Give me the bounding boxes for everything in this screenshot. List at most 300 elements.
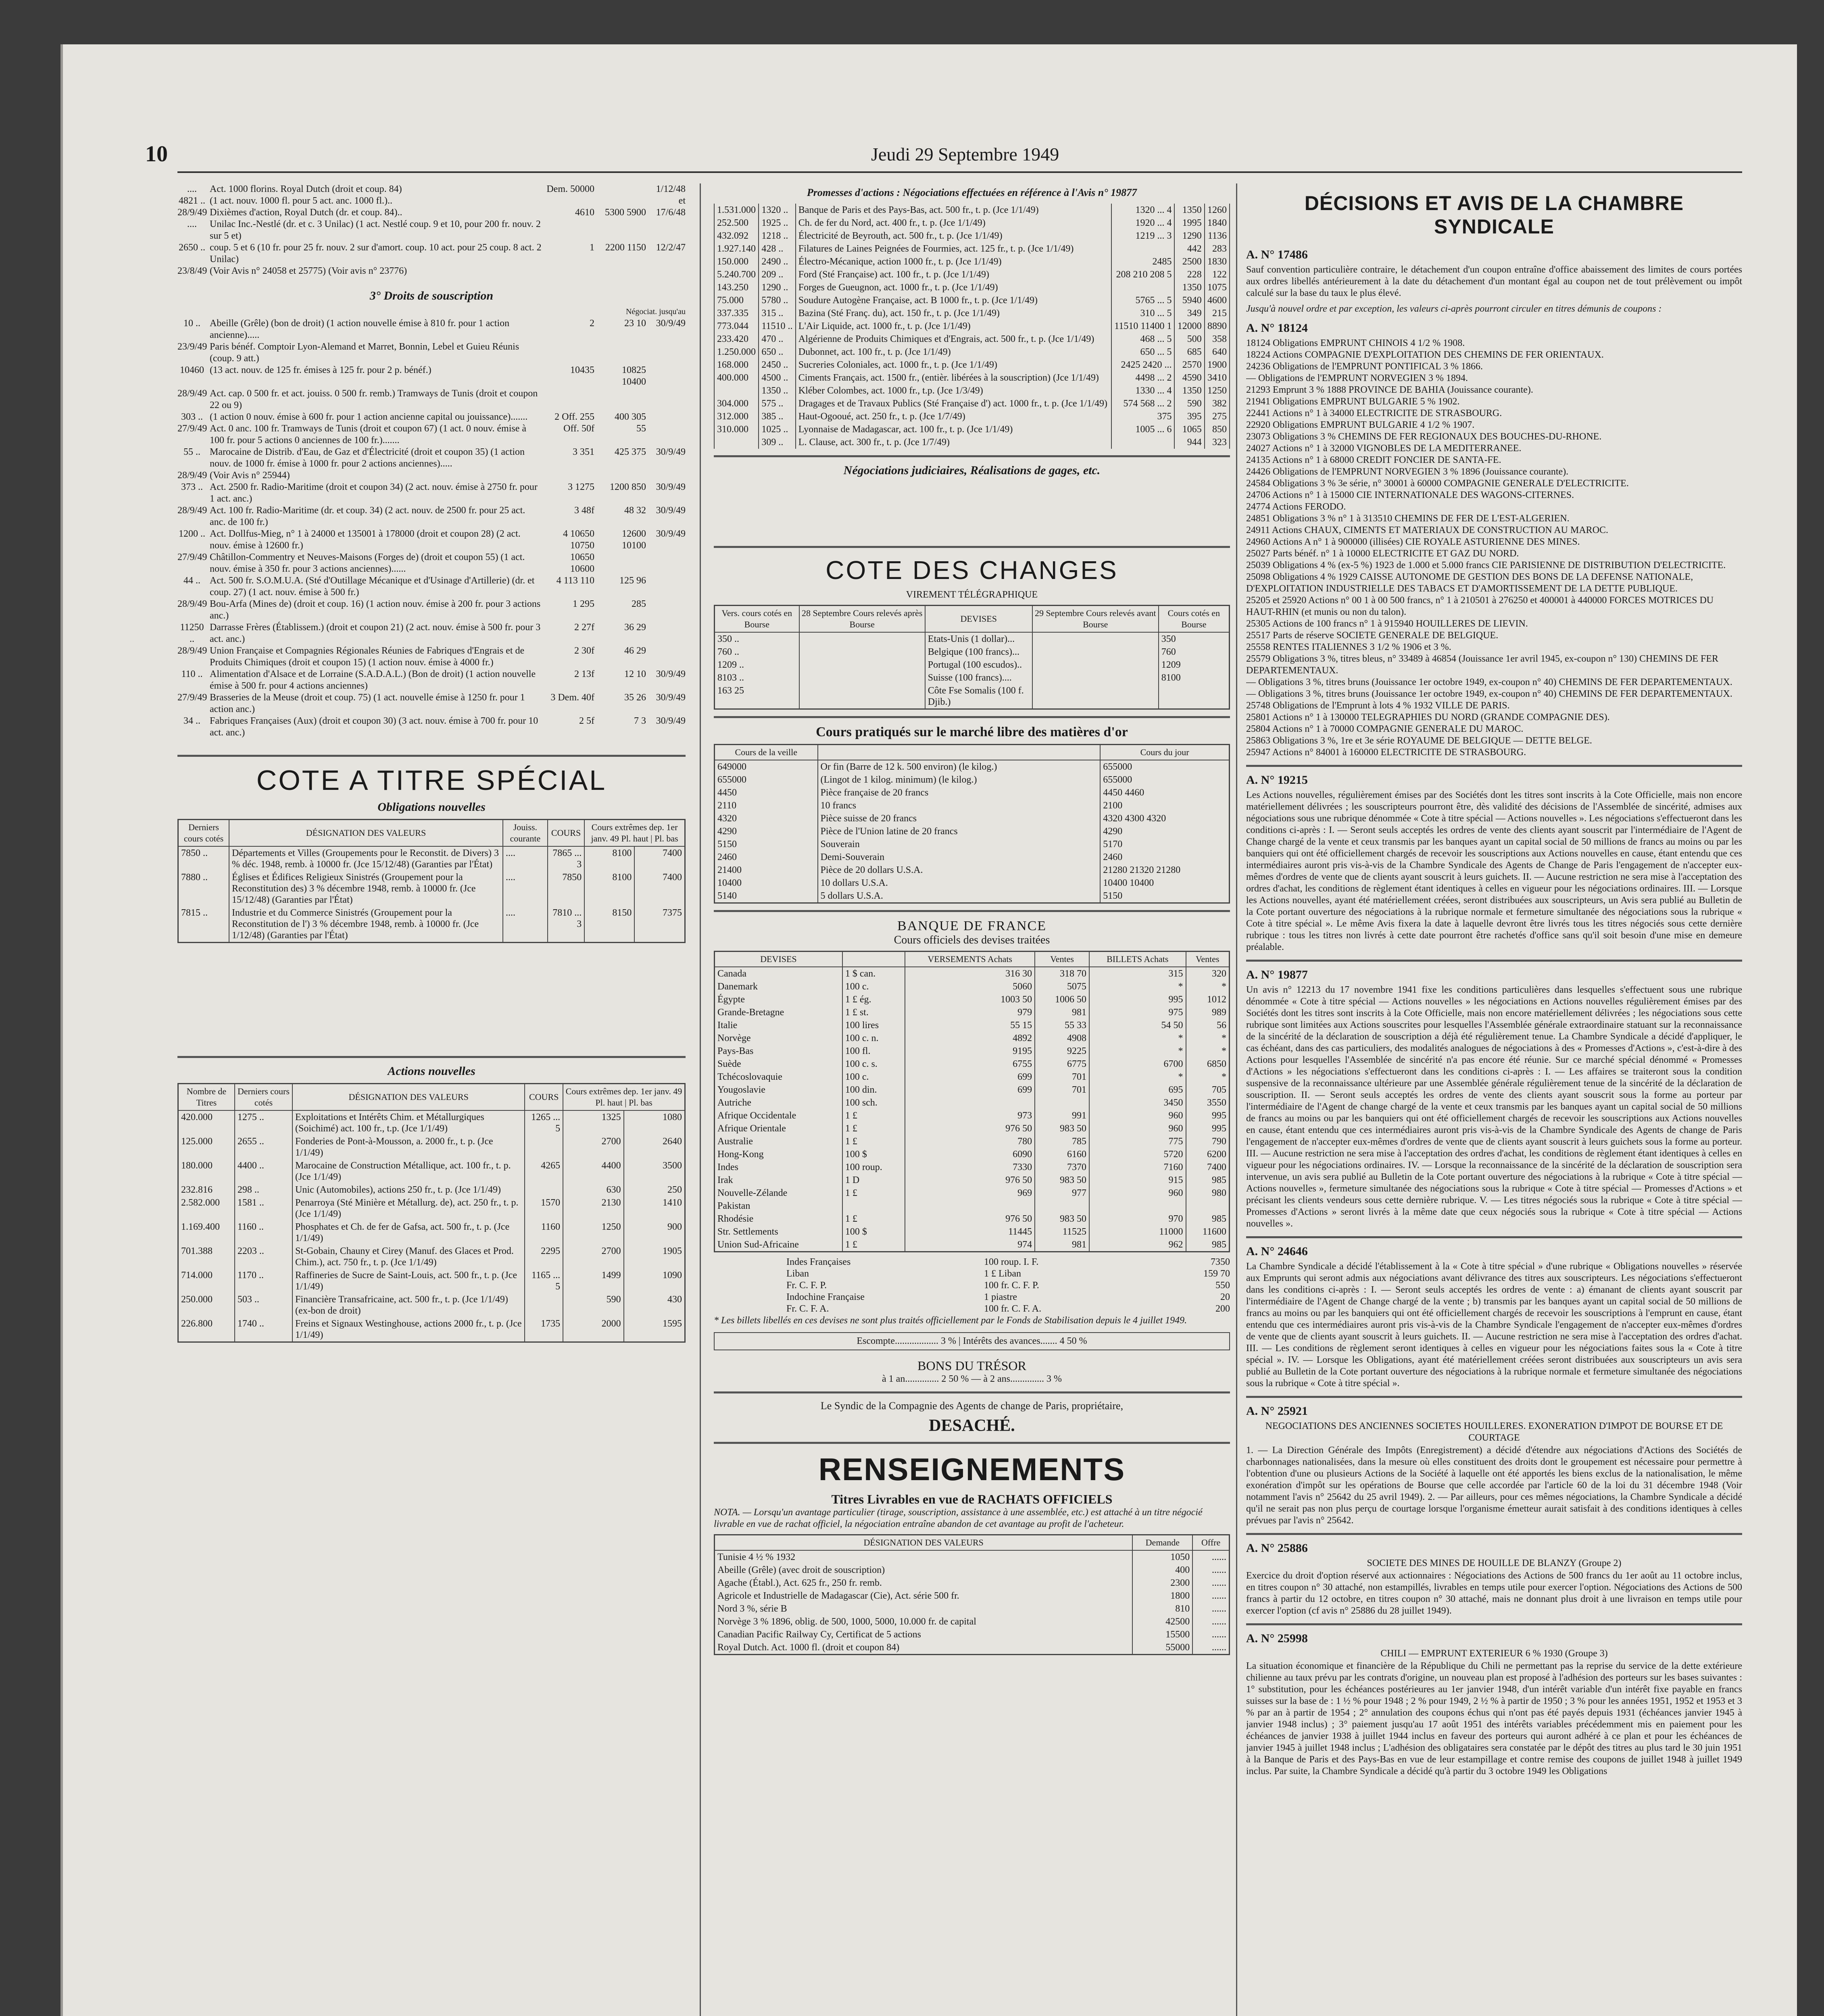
or-table xyxy=(714,744,1230,904)
divider xyxy=(1246,1236,1742,1238)
table-cell: ...... xyxy=(1192,1564,1229,1577)
table-row xyxy=(715,1212,1230,1225)
listing-num xyxy=(598,552,646,575)
listing-num: 30/9/49 xyxy=(656,529,686,539)
avis-number: A. N° 17486 xyxy=(1246,248,1308,261)
table-cell: 316 30 xyxy=(905,967,1035,980)
table-row xyxy=(715,1045,1230,1058)
listing-date: 4821 .. xyxy=(179,196,205,206)
table-cell: Unic (Automobiles), actions 250 fr., t. p. (Jce 1/1/49) xyxy=(292,1183,525,1196)
table-cell: 850 xyxy=(1205,423,1230,436)
table-row xyxy=(715,1628,1230,1641)
table-row xyxy=(178,1110,685,1135)
table-cell: Marocaine de Construction Métallique, act. 100 fr., t. p. (Jce 1/1/49) xyxy=(292,1159,525,1183)
table-cell: 977 xyxy=(1035,1187,1089,1200)
listing-num: 1 295 xyxy=(573,599,594,609)
table-cell: 1275 .. xyxy=(235,1110,292,1135)
table-cell: 1410 xyxy=(624,1196,685,1220)
table-cell: 1350 xyxy=(1174,384,1204,397)
table-cell: Exploitations et Intérêts Chim. et Métallurgiques (Soichimé) act. 100 fr., t.p. (Jce 1/1/49) xyxy=(292,1110,525,1135)
listing-num: 4 113 110 xyxy=(556,575,594,586)
table-cell: 2295 xyxy=(525,1245,563,1269)
listing-num: 4610 xyxy=(575,207,594,218)
listing-num: 10435 xyxy=(570,365,594,375)
table-cell: Hong-Kong xyxy=(715,1148,842,1161)
listing-num: Dem. 50000 xyxy=(546,184,594,194)
divider xyxy=(1246,1623,1742,1625)
judiciaires-title: Négociations judiciaires, Réalisations de gages, etc. xyxy=(843,464,1101,477)
table-cell: 760 .. xyxy=(715,646,799,658)
divider xyxy=(714,910,1230,912)
table-cell: 150.000 xyxy=(714,255,759,268)
table-cell: 208 210 208 5 xyxy=(1111,268,1175,281)
column-header: Derniers cours cotés xyxy=(178,820,229,847)
table-cell: Ch. de fer du Nord, act. 400 fr., t. p. (Jce 1/1/49) xyxy=(796,217,1111,229)
table-cell: 180.000 xyxy=(178,1159,235,1183)
coupon-item: 23073 Obligations 3 % CHEMINS DE FER REGIONAUX DES BOUCHES-DU-RHONE. xyxy=(1246,431,1602,442)
coupon-item: 24584 Obligations 3 % 3e série, n° 30001 à 60000 COMPAGNIE GENERALE D'ELECTRICITE. xyxy=(1246,478,1629,489)
listing-num xyxy=(649,575,686,598)
table-cell: 382 xyxy=(1205,397,1230,410)
table-cell: 100 roup. xyxy=(842,1161,905,1174)
table-row xyxy=(715,1187,1230,1200)
table-cell: 969 xyxy=(905,1187,1035,1200)
coupon-item: — Obligations de l'EMPRUNT NORVEGIEN 3 % 1894. xyxy=(1246,373,1468,383)
table-cell: 7850 .. xyxy=(178,846,229,871)
avis-number: A. N° 18124 xyxy=(1246,321,1308,335)
listing-num: 4 10650 10750 xyxy=(563,529,594,551)
listing-row xyxy=(177,364,686,388)
column-header: BILLETS Achats xyxy=(1089,952,1186,967)
coupon-item: 24027 Actions n° 1 à 32000 VIGNOBLES DE LA MEDITERRANEE. xyxy=(1246,443,1522,454)
listing-desc: Act. 1000 florins. Royal Dutch (droit et coup. 84) xyxy=(210,184,402,194)
table-cell: 2570 xyxy=(1174,358,1204,371)
table-row xyxy=(714,333,1230,346)
listing-num xyxy=(598,341,646,364)
column-header: Ventes xyxy=(1186,952,1230,967)
table-cell: 168.000 xyxy=(714,358,759,371)
listing-row xyxy=(177,183,686,195)
table-cell: 5150 xyxy=(715,838,818,851)
table-cell: 2100 xyxy=(1100,799,1229,812)
table-cell: Ciments Français, act. 1500 fr., (entièr. libérées à la souscription) (Jce 1/1/49) xyxy=(796,371,1111,384)
listing-row xyxy=(177,265,686,277)
page-date: Jeudi 29 Septembre 1949 xyxy=(871,144,1059,165)
table-row xyxy=(715,838,1230,851)
table-cell: 500 xyxy=(1174,333,1204,346)
table-cell: 7160 xyxy=(1089,1161,1186,1174)
table-row xyxy=(178,1220,685,1245)
table-row xyxy=(715,1058,1230,1070)
table-row xyxy=(715,812,1230,825)
table-cell: 960 xyxy=(1089,1187,1186,1200)
listing-date: 28/9/49 xyxy=(177,470,207,481)
table-cell: 590 xyxy=(1174,397,1204,410)
listing-row xyxy=(177,692,686,715)
table-cell xyxy=(1186,1200,1230,1212)
listing-desc: Alimentation d'Alsace et de Lorraine (S.A.D.A.L.) (Bon de droit) (1 action nouvelle émise à 500 fr. pour 4 actions anciennes) xyxy=(210,669,536,691)
column-header: VERSEMENTS Achats xyxy=(905,952,1035,967)
table-cell: 400 xyxy=(1132,1564,1192,1577)
table-row xyxy=(714,255,1230,268)
table-cell: 4290 xyxy=(715,825,818,838)
table-row xyxy=(715,889,1230,903)
extra-row xyxy=(786,1291,1230,1303)
table-cell: 1 £ xyxy=(842,1109,905,1122)
listing-num xyxy=(649,423,686,446)
table-cell: 1.250.000 xyxy=(714,346,759,358)
divider xyxy=(714,455,1230,457)
table-row xyxy=(715,1019,1230,1032)
listing-num: 5300 5900 xyxy=(605,207,646,218)
table-row xyxy=(178,1159,685,1183)
table-cell: 215 xyxy=(1205,307,1230,320)
table-cell: 55 33 xyxy=(1035,1019,1089,1032)
table-row xyxy=(715,851,1230,864)
table-cell: 6160 xyxy=(1035,1148,1089,1161)
table-row xyxy=(715,1615,1230,1628)
table-cell: 630 xyxy=(563,1183,624,1196)
coupon-item: 25305 Actions de 100 francs n° 1 à 915940 HOUILLERES DE LIEVIN. xyxy=(1246,619,1528,629)
table-cell: Raffineries de Sucre de Saint-Louis, act. 500 fr., t. p. (Jce 1/1/49) xyxy=(292,1269,525,1293)
table-cell: 6755 xyxy=(905,1058,1035,1070)
table-cell: Banque de Paris et des Pays-Bas, act. 500 fr., t. p. (Jce 1/1/49) xyxy=(796,204,1111,217)
table-cell: Départements et Villes (Groupements pour le Reconstit. de Divers) 3 % déc. 1948, remb. à 10000 fr. (Jce 15/12/48) (Garanties par l'État) xyxy=(229,846,503,871)
table-cell xyxy=(1111,281,1175,294)
table-cell: * xyxy=(1186,1045,1230,1058)
table-cell: Afrique Orientale xyxy=(715,1122,842,1135)
table-row xyxy=(714,229,1230,242)
table-cell: 100 c. n. xyxy=(842,1032,905,1045)
escompte: Escompte.................. 3 % | Intérêts des avances....... 4 50 % xyxy=(714,1332,1230,1350)
avis-number: A. N° 25886 xyxy=(1246,1541,1308,1555)
table-cell: 5 dollars U.S.A. xyxy=(818,889,1101,903)
table-cell: 1.531.000 xyxy=(714,204,759,217)
column-header: Cours cotés en Bourse xyxy=(1159,606,1230,633)
extra-value: 20 xyxy=(1220,1292,1230,1302)
table-cell: 790 xyxy=(1186,1135,1230,1148)
column-header: Cours du jour xyxy=(1100,745,1229,760)
listing-num xyxy=(649,622,686,645)
bdf-title: BANQUE DE FRANCE xyxy=(897,918,1047,933)
table-cell: 989 xyxy=(1186,1006,1230,1019)
table-row xyxy=(715,799,1230,812)
table-cell: St-Gobain, Chauny et Cirey (Manuf. des Glaces et Prod. Chim.), act. 750 fr., t. p. (Jce 1/1/49) xyxy=(292,1245,525,1269)
listing-num: 12/2/47 xyxy=(656,242,686,253)
table-row xyxy=(715,1550,1230,1564)
table-cell: 981 xyxy=(1035,1238,1089,1252)
listing-desc: Fabriques Françaises (Aux) (droit et coupon 30) (3 act. nouv. émise à 700 fr. pour 10 act. anc.) xyxy=(210,716,538,738)
table-cell: 442 xyxy=(1174,242,1204,255)
table-cell: 2640 xyxy=(624,1135,685,1159)
table-cell: 3410 xyxy=(1205,371,1230,384)
table-cell: 1170 .. xyxy=(235,1269,292,1293)
table-cell: Agache (Établ.), Act. 625 fr., 250 fr. remb. xyxy=(715,1577,1133,1589)
listing-num xyxy=(649,388,686,411)
listing-num xyxy=(598,183,646,195)
listing-row xyxy=(177,528,686,552)
table-cell: 309 .. xyxy=(759,436,795,449)
table-row xyxy=(715,1109,1230,1122)
listing-num: 2 xyxy=(590,318,594,329)
avis-text: Exercice du droit d'option réservé aux actionnaires : Négociations des Actions de 500 francs du 1er août au 11 octobre inclus, en titres coupon n° 30 attaché, non estampillés, livrables en temps utile pour exercer l'option. Négociations des Actions de 500 francs à partir du 12 octobre, en titres coupon n° 30 attaché, mais ne donnant plus droit à une livraison en temps utile pour exercer l'option (cf avis n° 25886 du 28 juillet 1949). xyxy=(1246,1570,1742,1616)
table-cell: 1840 xyxy=(1205,217,1230,229)
table-cell: 4450 xyxy=(715,786,818,799)
column-header xyxy=(842,952,905,967)
table-cell: 8100 xyxy=(1159,671,1230,684)
listing-num: 17/6/48 xyxy=(656,207,686,218)
table-cell: Portugal (100 escudos).. xyxy=(925,658,1032,671)
listing-num xyxy=(546,195,594,207)
table-row xyxy=(715,1602,1230,1615)
table-cell: 310.000 xyxy=(714,423,759,436)
listing-date: 2650 .. xyxy=(179,242,205,253)
table-cell: 1 £ xyxy=(842,1187,905,1200)
listing-desc: Brasseries de la Meuse (droit et coup. 75) (1 act. nouvelle émise à 1250 fr. pour 1 action anc.) xyxy=(210,692,525,714)
table-cell: 4290 xyxy=(1100,825,1229,838)
listing-row xyxy=(177,715,686,739)
table-cell: * xyxy=(1089,980,1186,993)
table-cell: 981 xyxy=(1035,1006,1089,1019)
table-cell: 7880 .. xyxy=(178,871,229,906)
table-cell xyxy=(714,436,759,449)
table-cell: 2460 xyxy=(715,851,818,864)
table-cell: 590 xyxy=(563,1293,624,1317)
table-row xyxy=(715,1122,1230,1135)
table-cell: 1260 xyxy=(1205,204,1230,217)
table-cell: 1325 xyxy=(563,1110,624,1135)
coupon-item: 25579 Obligations 3 %, titres bleus, n° 33489 à 46854 (Jouissance 1er avril 1945, ex-coupon n° 130) CHEMINS DE FER DEPARTEMENTAUX. xyxy=(1246,654,1719,676)
table-cell: 250.000 xyxy=(178,1293,235,1317)
coupon-item: 25863 Obligations 3 %, 1re et 3e série ROYAUME DE BELGIQUE — DETTE BELGE. xyxy=(1246,735,1592,746)
coupon-item: 25947 Actions n° 84001 à 160000 ELECTRICITE DE STRASBOURG. xyxy=(1246,747,1526,758)
table-cell: 1065 xyxy=(1174,423,1204,436)
table-cell: 6700 xyxy=(1089,1058,1186,1070)
table-row xyxy=(714,410,1230,423)
table-cell xyxy=(1035,1096,1089,1109)
listing-date: 44 .. xyxy=(183,575,200,586)
table-cell: 785 xyxy=(1035,1135,1089,1148)
listing-num: 3 48f xyxy=(574,505,594,516)
extra-value: 7350 xyxy=(1211,1257,1230,1267)
table-cell: 5140 xyxy=(715,889,818,903)
table-cell: Sucreries Coloniales, act. 1000 fr., t. p. (Jce 1/1/49) xyxy=(796,358,1111,371)
table-cell: 1570 xyxy=(525,1196,563,1220)
table-row xyxy=(715,1096,1230,1109)
avis-text: Un avis n° 12213 du 17 novembre 1941 fixe les conditions particulières dans lesquelles s'effectuent sous une rubrique dénommée « Cote à titre spécial — Actions nouvelles » les négociations en Actions nouvelles régulièrement émises par des Sociétés dont les titres sont inscrits à la Cote Officielle, mais non encore matériellement délivrées ; les négociations sous cette rubrique sont limitées aux Actions souscrites pour lesquelles l'Assemblée générale extraordinaire statuant sur la reconnaissance de la sincérité de la déclaration de souscription a déjà été régulièrement tenue. La Chambre Syndicale a décidé d'appliquer, le cas échéant, dans des cas particuliers, des modalités analogues de négociations à des « Promesses d'Actions », c'est-à-dire à des Actions pour lesquelles l'Assemblée de sincérité n'a pas encore été réunie. Sur ce marché spécial dénommé « Promesses d'Actions » les négociations s'effectueront dans les conditions ci-après : I. — Les affaires se traiteront sous la condition suspensive de la reconnaissance ultérieure par une Assemblée générale régulièrement tenue de la sincérité de la déclaration de souscription. II. — Seront seuls acceptés les ordres de vente des clients ayant souscrit sous la forme au porteur par l'intermédiaire de l'Agent de change chargé de la vente et ceux transmis par les banques ayant un capital social de 50 millions de francs au moins ou par les banquiers qui ont été officiellement chargés de recevoir les souscriptions aux Actions nouvelles en cause, étant entendu que ces intermédiaires auront pris vis-à-vis de la Chambre Syndicale des Agents de change de Paris l'engagement de n'accepter eux-mêmes d'ordres de vente que de clients ayant souscrit à leurs guichets sous la forme au porteur. III. — Aucune restriction ne sera mise à l'acceptation des ordres d'achat, les conditions de règlement étant identiques à celles en vigueur pour les négociations ordinaires. IV. — Lorsque la reconnaissance de la sincérité de la déclaration de souscription sera intervenue, un avis sera publié au Bulletin de la Cote portant ouverture des négociations à la rubrique « Cote à titre spécial — Actions nouvelles », fermeture simultanée des négociations sous la rubrique « Cote à titre spécial — Promesses d'Actions » et précisant les clients vendeurs sous cette dernière rubrique. V. — Les titres négociés sous la rubrique « Cote à titre spécial — Promesses d'Actions » seront livrés à la même date que ceux négociés sous la rubrique « Cote à titre spécial — Actions nouvelles ». xyxy=(1246,985,1742,1229)
column-header: COURS xyxy=(548,820,584,847)
table-cell: 315 xyxy=(1089,967,1186,980)
listing-date: 34 .. xyxy=(183,716,200,726)
table-cell: 7370 xyxy=(1035,1161,1089,1174)
table-cell: Électricité de Beyrouth, act. 500 fr., t. p. (Jce 1/1/49) xyxy=(796,229,1111,242)
listing-row xyxy=(177,645,686,669)
table-cell: 54 50 xyxy=(1089,1019,1186,1032)
table-cell: 983 50 xyxy=(1035,1122,1089,1135)
oblig-table xyxy=(177,819,686,943)
table-cell: 100 c. xyxy=(842,980,905,993)
listing-date: 303 .. xyxy=(181,412,203,422)
table-cell: 1136 xyxy=(1205,229,1230,242)
table-cell: Industrie et du Commerce Sinistrés (Groupement pour la Reconstitution de l') 3 % décembre 1948, remb. à 10000 fr. (Jce 1/12/48) (Garanties par l'État) xyxy=(229,906,503,943)
table-cell: ...... xyxy=(1192,1602,1229,1615)
listing-desc: Abeille (Grêle) (bon de droit) (1 action nouvelle émise à 810 fr. pour 1 action ancienne)..... xyxy=(210,318,510,340)
table-cell: ...... xyxy=(1192,1550,1229,1564)
column-header: Cours de la veille xyxy=(715,745,818,760)
listing-row xyxy=(177,318,686,341)
table-cell: 699 xyxy=(905,1083,1035,1096)
table-cell: 1160 .. xyxy=(235,1220,292,1245)
table-cell: 430 xyxy=(624,1293,685,1317)
table-cell: .... xyxy=(503,906,548,943)
table-cell: * xyxy=(1186,1070,1230,1083)
listing-num: 55 xyxy=(636,423,646,434)
table-cell: .... xyxy=(503,846,548,871)
table-cell: 1290 xyxy=(1174,229,1204,242)
listing-num xyxy=(649,219,686,242)
listing-num: 285 xyxy=(632,599,646,609)
table-cell: 944 xyxy=(1174,436,1204,449)
table-cell: 7330 xyxy=(905,1161,1035,1174)
avis-text: 1. — La Direction Générale des Impôts (Enregistrement) a décidé d'étendre aux négociations d'Actions des Sociétés de charbonnages nationalisées, dans la mesure où elles constituent des droits dont le groupement est nécessaire pour permettre à l'obtention d'une ou plusieurs Actions de la Société à laquelle ont été apportés les biens exclus de la nationalisation, le même exonération d'impôt sur les opérations de Bourse que celle accordée par l'article 60 de la loi du 31 décembre 1948 (Voir notamment l'avis n° 25642 du 25 avril 1949). 2. — Par ailleurs, pour ces mêmes négociations, la Chambre Syndicale a décidé qu'il ne serait pas non plus perçu de courtage lorsque l'organisme émetteur aurait satisfait à des conditions identiques à celles prévues par l'avis n° 25642. xyxy=(1246,1445,1742,1526)
listing-row xyxy=(177,505,686,528)
column-header: 28 Septembre Cours relevés après Bourse xyxy=(799,606,925,633)
divider xyxy=(1246,960,1742,962)
listing-row xyxy=(177,575,686,598)
table-row xyxy=(714,358,1230,371)
table-cell: 11510 11400 1 xyxy=(1111,320,1175,333)
decisions-title: DÉCISIONS ET AVIS DE LA CHAMBRE SYNDICALE xyxy=(1304,192,1684,238)
rens-table xyxy=(714,1534,1230,1655)
table-cell: 21400 xyxy=(715,864,818,877)
syndic: Le Syndic de la Compagnie des Agents de change de Paris, propriétaire, xyxy=(820,1400,1124,1412)
bdf-extra xyxy=(714,1256,1230,1315)
table-row xyxy=(714,217,1230,229)
table-row xyxy=(178,906,685,943)
extra-unit: 1 £ Liban xyxy=(984,1268,1021,1279)
table-cell: Abeille (Grêle) (avec droit de souscription) xyxy=(715,1564,1133,1577)
coupon-item: 25517 Parts de réserve SOCIETE GENERALE DE BELGIQUE. xyxy=(1246,630,1499,641)
table-cell: 985 xyxy=(1186,1238,1230,1252)
coupon-item: 25801 Actions n° 1 à 130000 TELEGRAPHIES DU NORD (GRANDE COMPAGNIE DES). xyxy=(1246,712,1610,723)
table-cell: 1 £ xyxy=(842,1135,905,1148)
table-row xyxy=(715,671,1230,684)
table-cell: Grande-Bretagne xyxy=(715,1006,842,1019)
table-cell: 2485 xyxy=(1111,255,1175,268)
table-cell: 655000 xyxy=(1100,773,1229,786)
table-cell: 1050 xyxy=(1132,1550,1192,1564)
extra-name: Indes Françaises xyxy=(786,1257,851,1267)
table-cell: 960 xyxy=(1089,1122,1186,1135)
section-title: 3° Droits de souscription xyxy=(369,289,494,302)
listing-date: 23/9/49 xyxy=(177,342,207,352)
table-cell: 649000 xyxy=(715,760,818,773)
table-cell: Fonderies de Pont-à-Mousson, a. 2000 fr., t. p. (Jce 1/1/49) xyxy=(292,1135,525,1159)
listing-num: 30/9/49 xyxy=(656,505,686,516)
table-cell: 323 xyxy=(1205,436,1230,449)
table-cell: 780 xyxy=(905,1135,1035,1148)
listing-desc: Union Française et Compagnies Régionales Réunies de Fabriques d'Engrais et de Produits Chimiques (droit et coupon 15) (1 action nouv. émise à 4000 fr.) xyxy=(210,646,525,668)
table-cell: 773.044 xyxy=(714,320,759,333)
divider xyxy=(714,546,1230,548)
listing-num: 3 351 xyxy=(573,447,594,457)
listing-desc: Châtillon-Commentry et Neuves-Maisons (Forges de) (droit et coupon 55) (1 act. nouv. émise à 350 fr. pour 3 actions anciennes)...... xyxy=(210,552,525,574)
listing-desc: Act. 500 fr. S.O.M.U.A. (Sté d'Outillage Mécanique et d'Usinage d'Artillerie) (dr. et coup. 27) (1 act. nouv. émise à 500 fr.) xyxy=(210,575,535,598)
coupon-item: 25027 Parts bénéf. n° 1 à 10000 ELECTRICITE ET GAZ DU NORD. xyxy=(1246,548,1519,559)
listing-desc: (1 act. nouv. 1000 fl. pour 5 act. anc. 1000 fl.).. xyxy=(210,196,392,206)
table-cell: Nouvelle-Zélande xyxy=(715,1187,842,1200)
royal-dutch-rows xyxy=(177,183,686,277)
listing-num: 1 xyxy=(590,242,594,253)
table-cell: 5780 .. xyxy=(759,294,795,307)
table-cell: 4498 ... 2 xyxy=(1111,371,1175,384)
table-cell: Agricole et Industrielle de Madagascar (Cie), Act. série 500 fr. xyxy=(715,1589,1133,1602)
table-cell: 1905 xyxy=(624,1245,685,1269)
table-cell: 11600 xyxy=(1186,1225,1230,1238)
table-cell: 1320 ... 4 xyxy=(1111,204,1175,217)
column-header: DEVISES xyxy=(925,606,1032,633)
table-cell: 900 xyxy=(624,1220,685,1245)
coupon-item: 25748 Obligations de l'Emprunt à lots 4 % 1932 VILLE DE PARIS. xyxy=(1246,700,1510,711)
table-cell: Union Sud-Africaine xyxy=(715,1238,842,1252)
coupon-item: 24426 Obligations de l'EMPRUNT NORVEGIEN 3 % 1896 (Jouissance courante). xyxy=(1246,467,1569,477)
table-cell: 2460 xyxy=(1100,851,1229,864)
table-row xyxy=(178,1196,685,1220)
table-cell: 760 xyxy=(1159,646,1230,658)
table-cell: 2490 .. xyxy=(759,255,795,268)
table-cell: Norvège 3 % 1896, oblig. de 500, 1000, 5000, 10.000 fr. de capital xyxy=(715,1615,1133,1628)
table-cell: 1 $ can. xyxy=(842,967,905,980)
table-cell: 1320 .. xyxy=(759,204,795,217)
table-cell: 1.927.140 xyxy=(714,242,759,255)
extra-unit: 1 piastre xyxy=(984,1292,1017,1302)
table-cell: 1830 xyxy=(1205,255,1230,268)
table-row xyxy=(715,646,1230,658)
table-cell: 974 xyxy=(905,1238,1035,1252)
table-cell: Églises et Édifices Religieux Sinistrés (Groupement pour la Reconstitution des) 3 % décembre 1948, remb. à 10000 fr. (Jce 15/12/48) (Garanties par l'État) xyxy=(229,871,503,906)
table-cell: 226.800 xyxy=(178,1317,235,1342)
table-cell: 1250 xyxy=(563,1220,624,1245)
table-cell xyxy=(1111,242,1175,255)
table-row xyxy=(715,1161,1230,1174)
table-cell: Italie xyxy=(715,1019,842,1032)
table-cell: 5940 xyxy=(1174,294,1204,307)
column-header: Vers. cours cotés en Bourse xyxy=(715,606,799,633)
coupon-item: 25804 Actions n° 1 à 70000 COMPAGNIE GENERALE DU MAROC. xyxy=(1246,724,1524,734)
table-cell: ...... xyxy=(1192,1628,1229,1641)
table-row xyxy=(715,877,1230,889)
listing-row xyxy=(177,446,686,470)
table-cell: Pakistan xyxy=(715,1200,842,1212)
table-cell: 1209 xyxy=(1159,658,1230,671)
table-cell: 2700 xyxy=(563,1245,624,1269)
listing-desc: Unilac Inc.-Nestlé (dr. et c. 3 Unilac) (1 act. Nestlé coup. 9 et 10, pour 200 fr. nouv. 2 sur 5 et) xyxy=(210,219,541,241)
column-header: Jouiss. courante xyxy=(503,820,548,847)
table-cell: 970 xyxy=(1089,1212,1186,1225)
table-cell xyxy=(799,658,925,671)
table-cell: 2000 xyxy=(563,1317,624,1342)
avis-number: A. N° 19215 xyxy=(1246,773,1308,787)
table-cell: 574 568 ... 2 xyxy=(1111,397,1175,410)
section-note: Négociat. jusqu'au xyxy=(625,307,686,316)
divider xyxy=(714,1391,1230,1393)
table-cell: 1080 xyxy=(624,1110,685,1135)
listing-num: 7 3 xyxy=(634,716,646,726)
table-cell: Électro-Mécanique, action 1000 fr., t. p. (Jce 1/1/49) xyxy=(796,255,1111,268)
table-cell: 1 £ xyxy=(842,1212,905,1225)
table-cell: 7375 xyxy=(634,906,685,943)
extra-name: Liban xyxy=(786,1268,809,1279)
